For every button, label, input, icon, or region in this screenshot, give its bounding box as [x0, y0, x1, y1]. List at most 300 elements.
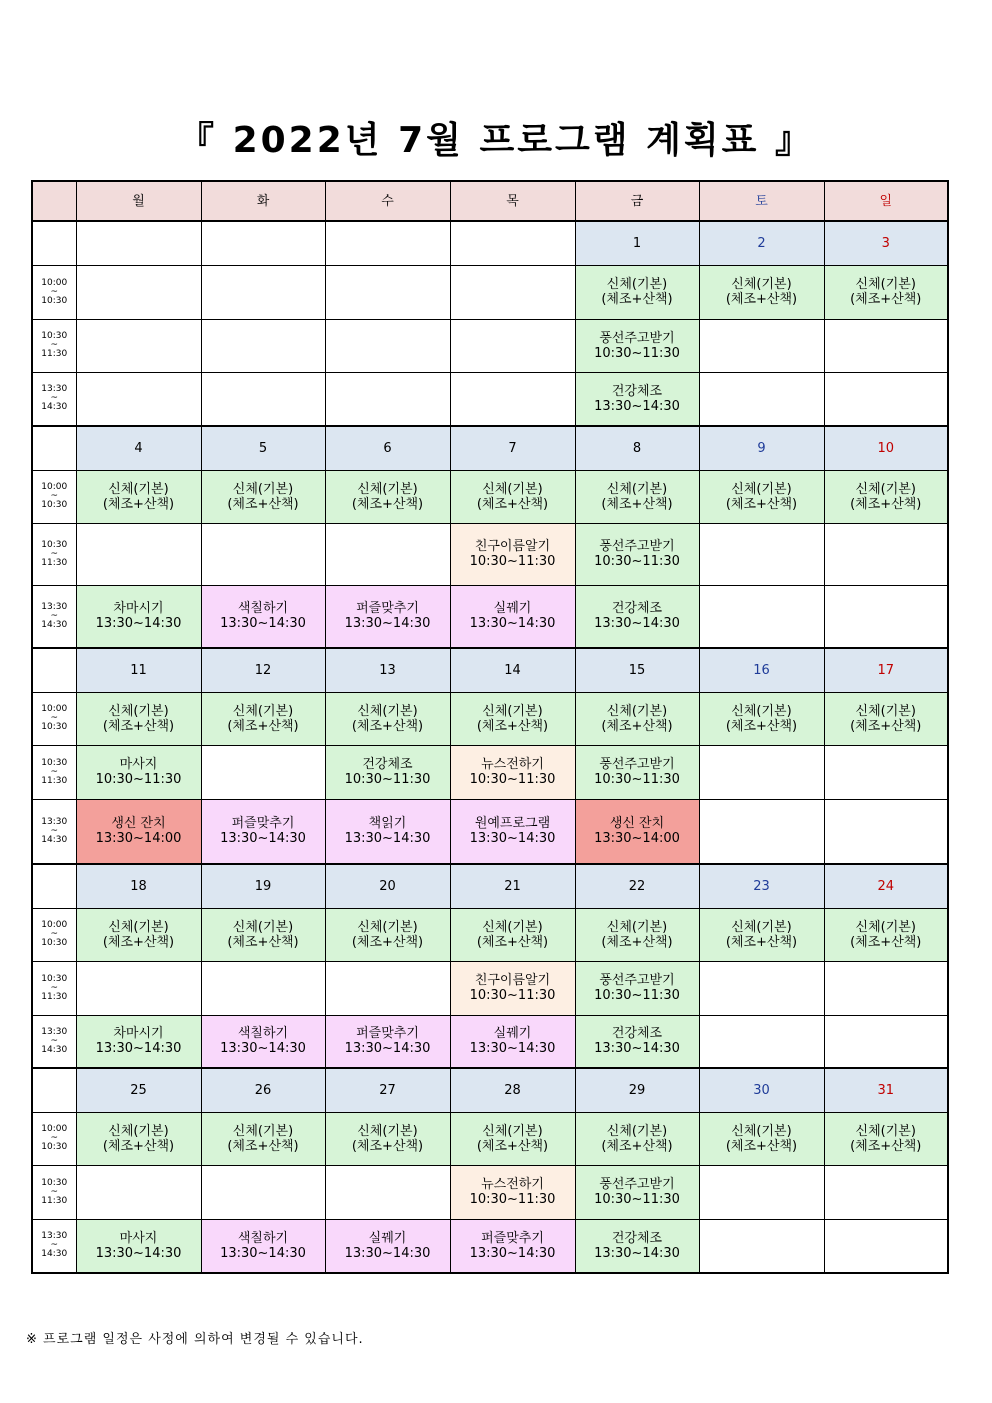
program-cell	[76, 745, 201, 799]
program-detail: (체조+산책)	[351, 718, 424, 734]
date-row-corner	[32, 864, 76, 908]
date-cell: 26	[201, 1068, 325, 1112]
program-cell	[201, 585, 325, 648]
time-slot-label	[32, 692, 76, 745]
time-slot-part: 10:00	[41, 482, 68, 492]
program-cell	[824, 692, 948, 745]
program-cell	[325, 1015, 450, 1068]
program-cell	[575, 372, 699, 426]
program-cell	[76, 692, 201, 745]
empty-cell	[824, 1219, 948, 1273]
time-slot-label	[32, 745, 76, 799]
program-name: 실꿰기	[493, 601, 532, 617]
weekday-header: 월	[76, 181, 201, 221]
program-cell	[450, 1015, 575, 1068]
program-detail: (체조+산책)	[850, 496, 922, 512]
program-detail: (체조+산책)	[351, 934, 424, 950]
program-name: 신체(기본)	[232, 1123, 294, 1139]
empty-cell	[450, 265, 575, 319]
empty-cell	[201, 1165, 325, 1219]
program-detail: 13:30~14:30	[220, 1041, 306, 1057]
date-cell: 25	[76, 1068, 201, 1112]
program-detail: 13:30~14:30	[469, 1245, 556, 1261]
time-slot-row	[32, 265, 948, 319]
program-name: 색칠하기	[237, 1026, 289, 1042]
program-cell	[824, 1112, 948, 1165]
program-cell	[450, 745, 575, 799]
empty-cell	[824, 319, 948, 372]
program-detail: 10:30~11:30	[594, 1192, 680, 1207]
program-cell	[575, 523, 699, 585]
program-name: 신체(기본)	[482, 703, 543, 719]
program-cell	[575, 1165, 699, 1219]
footnote: ※ 프로그램 일정은 사정에 의하여 변경될 수 있습니다.	[26, 1332, 364, 1347]
time-slot-part: 14:30	[41, 619, 68, 630]
program-name: 신체(기본)	[731, 919, 792, 935]
time-slot-part: 10:30	[41, 500, 68, 510]
program-cell	[699, 1112, 824, 1165]
program-detail: (체조+산책)	[102, 1138, 175, 1154]
program-name: 친구이름알기	[474, 539, 551, 554]
time-slot-part: ~	[50, 393, 59, 404]
time-slot-part: 13:30	[41, 384, 68, 395]
empty-cell	[325, 319, 450, 372]
empty-cell	[699, 523, 824, 585]
time-slot-part: ~	[50, 1240, 59, 1251]
program-detail: 10:30~11:30	[469, 554, 556, 569]
date-row	[32, 648, 948, 692]
date-cell: 4	[76, 426, 201, 470]
program-cell	[575, 585, 699, 648]
program-detail: 13:30~14:30	[220, 1245, 306, 1261]
program-name: 색칠하기	[237, 1230, 289, 1246]
program-detail: (체조+산책)	[102, 934, 175, 950]
program-name: 실꿰기	[493, 1026, 532, 1042]
program-name: 생신 잔치	[111, 816, 166, 832]
program-detail: (체조+산책)	[102, 496, 175, 512]
program-detail: 10:30~11:30	[344, 772, 431, 787]
empty-cell	[824, 523, 948, 585]
schedule-table	[31, 180, 949, 1274]
time-slot-part: ~	[50, 610, 59, 621]
program-cell	[201, 1112, 325, 1165]
program-cell	[201, 799, 325, 864]
program-cell	[76, 1219, 201, 1273]
empty-cell	[699, 961, 824, 1015]
date-cell: 8	[575, 426, 699, 470]
program-cell	[824, 265, 948, 319]
program-detail: (체조+산책)	[351, 496, 424, 512]
program-detail: 10:30~11:30	[469, 772, 556, 787]
time-slot-part: ~	[50, 286, 59, 297]
time-slot-row	[32, 799, 948, 864]
program-detail: 13:30~14:00	[594, 831, 680, 847]
time-slot-part: ~	[50, 982, 59, 993]
date-cell: 29	[575, 1068, 699, 1112]
program-cell	[824, 470, 948, 523]
program-detail: (체조+산책)	[601, 934, 673, 950]
program-name: 신체(기본)	[357, 703, 418, 719]
program-detail: (체조+산책)	[601, 496, 673, 512]
program-detail: 13:30~14:30	[344, 616, 431, 632]
program-cell	[325, 745, 450, 799]
program-cell	[201, 1015, 325, 1068]
program-name: 건강체조	[611, 601, 663, 617]
program-detail: 13:30~14:30	[344, 1245, 431, 1261]
date-cell: 23	[699, 864, 824, 908]
time-slot-part: ~	[50, 713, 59, 723]
program-cell	[575, 745, 699, 799]
program-detail: (체조+산책)	[725, 496, 798, 512]
program-name: 신체(기본)	[855, 919, 916, 935]
time-slot-part: 10:00	[41, 704, 68, 714]
program-name: 원예프로그램	[474, 816, 551, 832]
time-slot-row	[32, 908, 948, 961]
date-cell	[450, 221, 575, 265]
time-slot-part: 11:30	[41, 557, 68, 568]
time-slot-row	[32, 585, 948, 648]
program-detail: 13:30~14:30	[344, 831, 431, 847]
program-cell	[450, 799, 575, 864]
program-name: 건강체조	[611, 383, 663, 399]
program-detail: 13:30~14:30	[594, 1245, 680, 1261]
program-cell	[450, 523, 575, 585]
weekday-header: 목	[450, 181, 575, 221]
program-detail: 10:30~11:30	[469, 988, 556, 1003]
time-slot-part: 11:30	[41, 991, 68, 1002]
program-cell	[575, 265, 699, 319]
program-cell	[575, 319, 699, 372]
time-slot-part: ~	[50, 491, 59, 501]
program-detail: (체조+산책)	[227, 496, 299, 512]
program-detail: 13:30~14:30	[594, 1041, 680, 1057]
date-cell	[325, 221, 450, 265]
date-cell: 11	[76, 648, 201, 692]
program-name: 신체(기본)	[731, 481, 792, 497]
date-row	[32, 1068, 948, 1112]
time-slot-row	[32, 961, 948, 1015]
program-name: 차마시기	[113, 601, 164, 617]
program-name: 신체(기본)	[357, 481, 418, 497]
program-detail: (체조+산책)	[850, 718, 922, 734]
time-slot-label	[32, 319, 76, 372]
empty-cell	[699, 799, 824, 864]
program-cell	[450, 1112, 575, 1165]
time-slot-part: 10:30	[41, 973, 68, 984]
time-slot-part: 14:30	[41, 402, 68, 413]
time-slot-label	[32, 908, 76, 961]
time-slot-row	[32, 372, 948, 426]
empty-cell	[76, 265, 201, 319]
time-slot-part: 13:30	[41, 1231, 68, 1242]
empty-cell	[824, 961, 948, 1015]
empty-cell	[450, 372, 575, 426]
time-slot-part: ~	[50, 548, 59, 559]
empty-cell	[325, 961, 450, 1015]
program-detail: (체조+산책)	[227, 1138, 299, 1154]
program-cell	[325, 1112, 450, 1165]
program-name: 신체(기본)	[855, 703, 916, 719]
program-cell	[699, 265, 824, 319]
empty-cell	[699, 1165, 824, 1219]
program-detail: (체조+산책)	[850, 292, 922, 307]
program-name: 신체(기본)	[855, 1123, 916, 1139]
time-slot-part: 14:30	[41, 1249, 68, 1260]
program-name: 책읽기	[368, 816, 407, 832]
empty-cell	[325, 1165, 450, 1219]
program-detail: 13:30~14:30	[95, 616, 182, 632]
program-name: 신체(기본)	[606, 1123, 668, 1139]
date-cell: 18	[76, 864, 201, 908]
program-name: 생신 잔치	[609, 816, 665, 832]
time-slot-part: ~	[50, 1035, 59, 1046]
program-name: 차마시기	[113, 1026, 164, 1042]
time-slot-part: ~	[50, 340, 59, 350]
date-cell: 17	[824, 648, 948, 692]
time-slot-part: 11:30	[41, 775, 68, 786]
date-row-corner	[32, 426, 76, 470]
program-detail: (체조+산책)	[476, 718, 549, 734]
time-slot-label	[32, 961, 76, 1015]
program-detail: (체조+산책)	[725, 718, 798, 734]
program-cell	[201, 1219, 325, 1273]
program-cell	[450, 1165, 575, 1219]
program-name: 신체(기본)	[357, 919, 418, 935]
time-slot-row	[32, 523, 948, 585]
empty-cell	[824, 1015, 948, 1068]
date-cell: 24	[824, 864, 948, 908]
program-name: 신체(기본)	[482, 481, 543, 497]
program-name: 신체(기본)	[606, 277, 668, 292]
program-name: 신체(기본)	[482, 919, 543, 935]
date-cell: 16	[699, 648, 824, 692]
program-detail: 13:30~14:30	[220, 831, 306, 847]
program-name: 신체(기본)	[731, 277, 792, 292]
program-cell	[824, 908, 948, 961]
program-detail: 10:30~11:30	[95, 772, 182, 787]
empty-cell	[201, 523, 325, 585]
time-slot-row	[32, 692, 948, 745]
empty-cell	[76, 961, 201, 1015]
weekday-header-row	[32, 181, 948, 221]
date-cell: 19	[201, 864, 325, 908]
date-cell: 14	[450, 648, 575, 692]
time-slot-row	[32, 1165, 948, 1219]
time-slot-label	[32, 799, 76, 864]
time-slot-part: 10:30	[41, 1177, 68, 1188]
program-name: 마사지	[119, 1230, 158, 1246]
empty-cell	[76, 319, 201, 372]
program-name: 신체(기본)	[108, 919, 169, 935]
date-cell: 1	[575, 221, 699, 265]
time-slot-row	[32, 470, 948, 523]
program-detail: (체조+산책)	[850, 1138, 922, 1154]
time-slot-part: 10:30	[41, 938, 68, 948]
program-cell	[201, 692, 325, 745]
time-slot-part: ~	[50, 1133, 59, 1143]
weekday-header: 일	[824, 181, 948, 221]
program-detail: (체조+산책)	[601, 292, 673, 307]
program-detail: (체조+산책)	[601, 1138, 673, 1154]
program-cell	[325, 1219, 450, 1273]
program-name: 신체(기본)	[731, 1123, 792, 1139]
time-slot-part: ~	[50, 766, 59, 777]
program-detail: 13:30~14:30	[594, 616, 680, 632]
time-slot-part: 10:30	[41, 295, 68, 306]
program-detail: (체조+산책)	[725, 292, 798, 307]
program-name: 마사지	[119, 757, 158, 772]
program-detail: (체조+산책)	[601, 718, 673, 734]
empty-cell	[76, 523, 201, 585]
time-slot-label	[32, 372, 76, 426]
date-cell: 2	[699, 221, 824, 265]
program-cell	[76, 799, 201, 864]
program-name: 신체(기본)	[731, 703, 792, 719]
program-cell	[201, 908, 325, 961]
program-cell	[575, 1219, 699, 1273]
date-cell	[201, 221, 325, 265]
weekday-header: 화	[201, 181, 325, 221]
time-slot-part: 13:30	[41, 816, 68, 827]
date-row	[32, 221, 948, 265]
date-row	[32, 426, 948, 470]
time-slot-part: ~	[50, 1186, 59, 1197]
date-cell: 6	[325, 426, 450, 470]
program-detail: (체조+산책)	[725, 934, 798, 950]
time-slot-label	[32, 523, 76, 585]
date-cell: 9	[699, 426, 824, 470]
time-slot-part: ~	[50, 929, 59, 939]
date-row-corner	[32, 221, 76, 265]
time-slot-label	[32, 265, 76, 319]
empty-cell	[824, 745, 948, 799]
program-cell	[325, 692, 450, 745]
empty-cell	[699, 585, 824, 648]
program-name: 건강체조	[362, 757, 413, 772]
time-slot-label	[32, 470, 76, 523]
program-cell	[325, 908, 450, 961]
program-cell	[699, 470, 824, 523]
program-name: 친구이름알기	[474, 973, 551, 988]
date-cell: 31	[824, 1068, 948, 1112]
program-detail: 10:30~11:30	[594, 988, 680, 1003]
program-detail: (체조+산책)	[102, 718, 175, 734]
date-cell: 12	[201, 648, 325, 692]
program-name: 풍선주고받기	[599, 1177, 675, 1192]
program-name: 신체(기본)	[606, 703, 668, 719]
program-cell	[450, 585, 575, 648]
weekday-header: 토	[699, 181, 824, 221]
program-cell	[575, 692, 699, 745]
program-cell	[699, 908, 824, 961]
empty-cell	[699, 1015, 824, 1068]
time-slot-part: 14:30	[41, 1044, 68, 1055]
program-cell	[76, 1112, 201, 1165]
empty-cell	[699, 745, 824, 799]
weekday-header: 수	[325, 181, 450, 221]
time-slot-label	[32, 1165, 76, 1219]
date-cell: 13	[325, 648, 450, 692]
program-cell	[575, 470, 699, 523]
program-name: 신체(기본)	[232, 703, 294, 719]
time-slot-part: 10:30	[41, 722, 68, 732]
program-name: 건강체조	[611, 1230, 663, 1246]
time-slot-row	[32, 1219, 948, 1273]
program-cell	[325, 799, 450, 864]
program-cell	[575, 961, 699, 1015]
date-cell: 10	[824, 426, 948, 470]
program-name: 신체(기본)	[855, 277, 916, 292]
program-name: 풍선주고받기	[599, 973, 675, 988]
program-name: 신체(기본)	[108, 703, 169, 719]
program-name: 퍼즐맞추기	[481, 1230, 544, 1246]
date-cell: 28	[450, 1068, 575, 1112]
time-slot-part: ~	[50, 825, 59, 836]
program-detail: (체조+산책)	[227, 934, 299, 950]
time-slot-part: 13:30	[41, 1026, 68, 1037]
time-slot-part: 10:30	[41, 757, 68, 768]
program-name: 뉴스전하기	[481, 1177, 544, 1192]
empty-cell	[325, 523, 450, 585]
time-slot-label	[32, 1015, 76, 1068]
program-name: 신체(기본)	[482, 1123, 543, 1139]
program-name: 신체(기본)	[108, 481, 169, 497]
program-name: 퍼즐맞추기	[231, 816, 295, 832]
program-detail: 10:30~11:30	[594, 554, 680, 569]
program-name: 뉴스전하기	[481, 757, 544, 772]
time-slot-part: 10:00	[41, 277, 68, 288]
program-detail: (체조+산책)	[476, 934, 549, 950]
empty-cell	[699, 1219, 824, 1273]
program-name: 실꿰기	[368, 1230, 407, 1246]
empty-cell	[76, 372, 201, 426]
program-cell	[325, 470, 450, 523]
program-detail: 10:30~11:30	[594, 772, 680, 787]
time-slot-part: 10:00	[41, 1124, 68, 1134]
time-slot-label	[32, 1219, 76, 1273]
program-cell	[575, 1112, 699, 1165]
time-slot-label	[32, 585, 76, 648]
program-detail: 10:30~11:30	[469, 1192, 556, 1207]
empty-cell	[699, 372, 824, 426]
program-cell	[575, 1015, 699, 1068]
empty-cell	[76, 1165, 201, 1219]
program-cell	[76, 908, 201, 961]
time-slot-part: 13:30	[41, 601, 68, 612]
program-name: 풍선주고받기	[599, 539, 675, 554]
weekday-header: 금	[575, 181, 699, 221]
header-corner	[32, 181, 76, 221]
program-name: 퍼즐맞추기	[356, 1026, 419, 1042]
program-detail: (체조+산책)	[351, 1138, 424, 1154]
empty-cell	[201, 961, 325, 1015]
empty-cell	[201, 745, 325, 799]
program-name: 풍선주고받기	[599, 330, 675, 346]
program-cell	[450, 961, 575, 1015]
program-detail: 13:30~14:30	[95, 1041, 182, 1057]
date-cell: 30	[699, 1068, 824, 1112]
page-title: 『 2022년 7월 프로그램 계획표 』	[178, 120, 814, 161]
program-detail: 13:30~14:30	[344, 1041, 431, 1057]
time-slot-part: 10:30	[41, 331, 68, 341]
program-cell	[575, 799, 699, 864]
date-cell: 22	[575, 864, 699, 908]
time-slot-part: 10:00	[41, 920, 68, 930]
date-cell: 5	[201, 426, 325, 470]
program-detail: 13:30~14:30	[469, 831, 556, 847]
program-cell	[450, 908, 575, 961]
program-detail: 13:30~14:30	[220, 616, 306, 632]
